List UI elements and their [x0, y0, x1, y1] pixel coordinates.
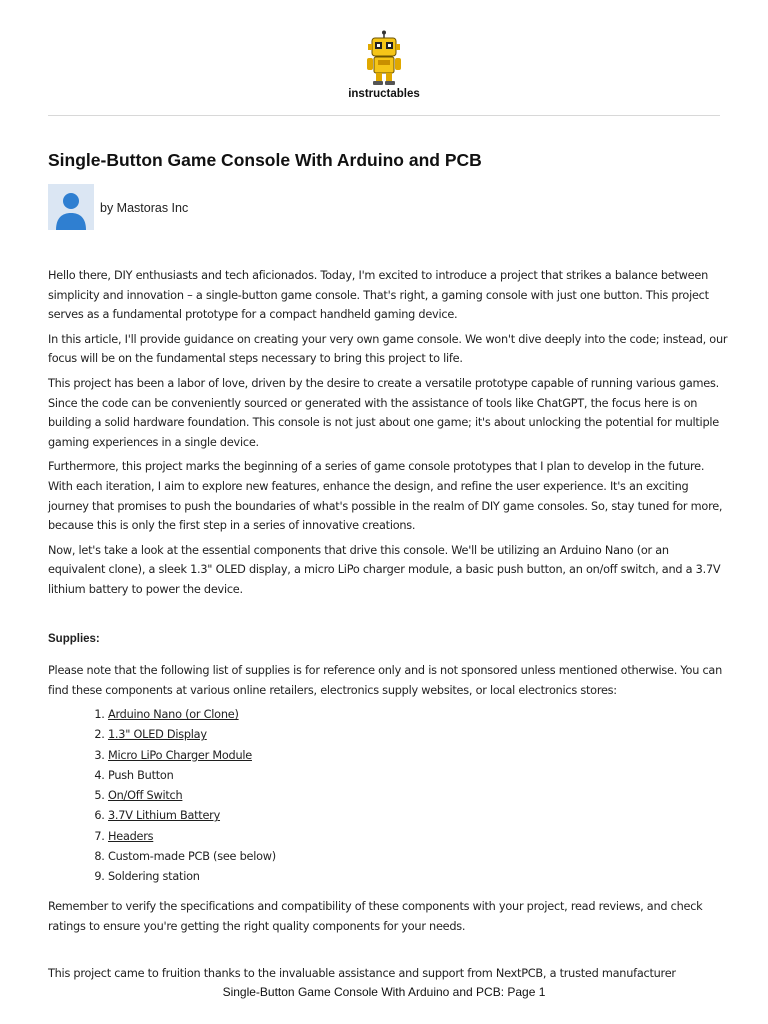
instructables-robot-logo-icon[interactable]	[360, 30, 408, 86]
header-divider	[48, 115, 720, 116]
supplies-heading: Supplies:	[48, 632, 100, 645]
supply-link-headers[interactable]: Headers	[108, 829, 154, 843]
paragraph-guidance: In this article, I'll provide guidance on creating your very own game console. We won't dive deeply into the code; instead, our focus will be on the fundamental steps necessary to bring this project to life.	[48, 332, 728, 366]
list-item	[108, 806, 728, 826]
article-title: Single-Button Game Console With Arduino and PCB	[48, 150, 482, 170]
paragraph-series: Furthermore, this project marks the beginning of a series of game console prototypes that I plan to develop in the future. With each iteration, I aim to explore new features, enhance the design, and refine the user experience. It's an exciting journey that promises to push the boundaries of what's possible in the realm of DIY game consoles. So, stay tuned for more, because this is only the first step in a series of innovative creations.	[48, 460, 723, 533]
article-body	[48, 266, 728, 989]
page-footer: Single-Button Game Console With Arduino and PCB: Page 1	[222, 985, 546, 999]
user-avatar-icon[interactable]	[48, 184, 94, 230]
supplies-intro: Please note that the following list of supplies is for reference only and is not sponsored unless mentioned otherwise. You can find these components at various online retailers, electronics supply websites, or local electronics stores:	[48, 664, 723, 697]
paragraph-labor-of-love: This project has been a labor of love, driven by the desire to create a versatile prototype capable of running various games. Since the code can be conveniently sourced or generated with the assistance of tools like ChatGPT, the focus here is on building a solid hardware foundation. This console is not just about one game; it's about unlocking the potential for multiple gaming experiences in a single device.	[48, 376, 719, 449]
supply-soldering-station: Soldering station	[108, 869, 200, 883]
supply-link-lipo-charger[interactable]: Micro LiPo Charger Module	[108, 748, 252, 762]
author-row	[48, 184, 188, 230]
list-item	[108, 766, 728, 786]
supply-push-button: Push Button	[108, 768, 174, 782]
list-item	[108, 705, 728, 725]
site-name[interactable]: instructables	[348, 88, 420, 100]
supply-link-oled-display[interactable]: 1.3" OLED Display	[108, 728, 207, 742]
paragraph-closing: This project came to fruition thanks to the invaluable assistance and support from NextPCB, a trusted manufacturer	[48, 967, 676, 981]
paragraph-components: Now, let's take a look at the essential components that drive this console. We'll be utilizing an Arduino Nano (or an equivalent clone), a sleek 1.3" OLED display, a micro LiPo charger module, a basic push button, an on/off switch, and a 3.7V lithium battery to power the device.	[48, 543, 721, 596]
supplies-outro: Remember to verify the specifications and compatibility of these components with your project, read reviews, and check ratings to ensure you're getting the right quality components for your needs.	[48, 900, 703, 933]
supplies-list	[48, 705, 728, 887]
list-item	[108, 725, 728, 745]
list-item	[108, 867, 728, 887]
supply-custom-pcb: Custom-made PCB (see below)	[108, 849, 276, 863]
paragraph-intro: Hello there, DIY enthusiasts and tech aficionados. Today, I'm excited to introduce a project that strikes a balance between simplicity and innovation – a single-button game console. That's right, a gaming console with just one button. This project serves as a fundamental prototype for a compact handheld gaming device.	[48, 269, 709, 322]
list-item	[108, 746, 728, 766]
list-item	[108, 827, 728, 847]
site-header	[0, 30, 768, 100]
supply-link-arduino-nano[interactable]: Arduino Nano (or Clone)	[108, 708, 239, 722]
list-item	[108, 786, 728, 806]
supply-link-lithium-battery[interactable]: 3.7V Lithium Battery	[108, 809, 221, 823]
list-item	[108, 847, 728, 867]
supply-link-onoff-switch[interactable]: On/Off Switch	[108, 789, 183, 803]
author-byline[interactable]: by Mastoras Inc	[100, 201, 189, 215]
